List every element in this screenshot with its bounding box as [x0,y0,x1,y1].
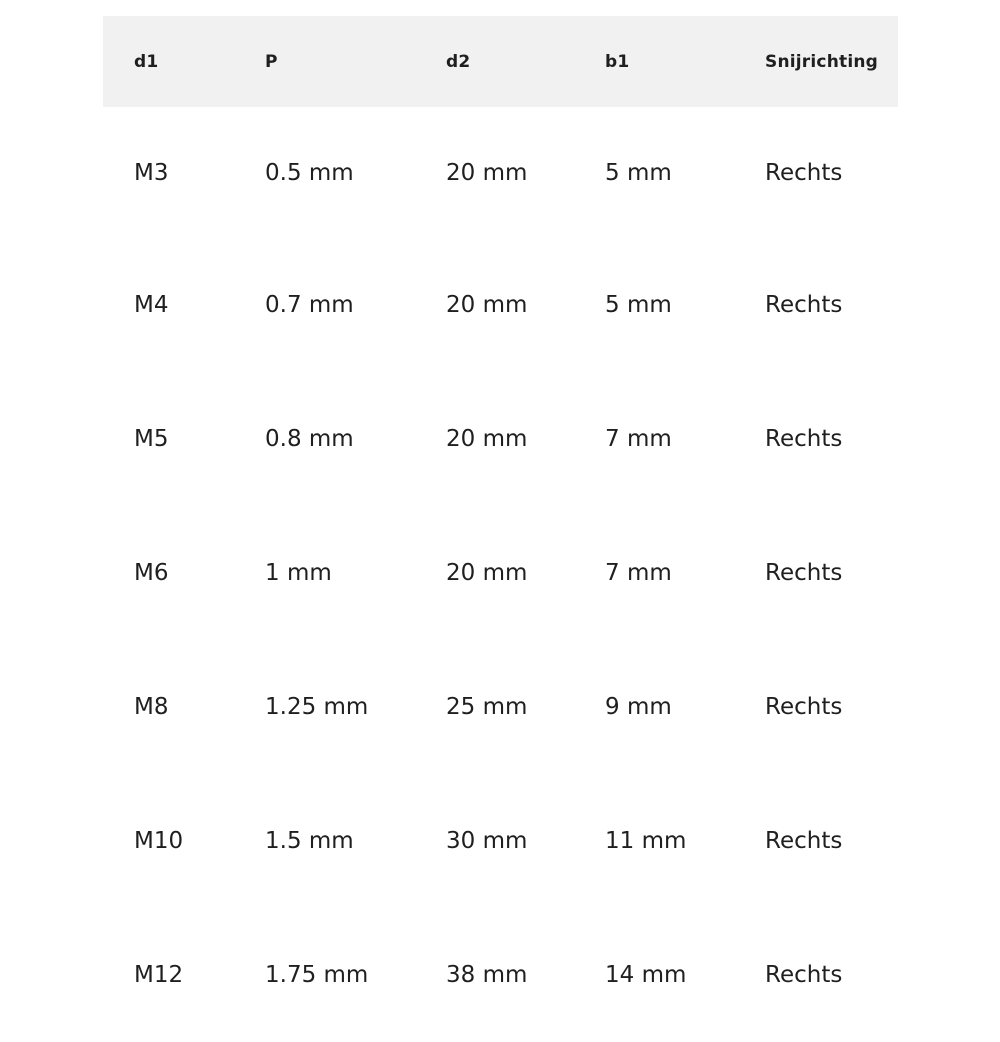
cell-snijrichting: Rechts [765,560,843,586]
cell-d2: 20 mm [446,292,528,318]
table-row [103,774,898,908]
cell-snijrichting: Rechts [765,962,843,988]
table-row [103,372,898,506]
cell-d1: M12 [134,962,184,988]
cell-b1: 11 mm [605,828,687,854]
header-d1: d1 [134,51,159,72]
cell-snijrichting: Rechts [765,159,843,186]
header-d2: d2 [446,51,471,72]
cell-p: 0.7 mm [265,292,354,318]
cell-b1: 5 mm [605,292,672,318]
table-row [103,238,898,372]
cell-b1: 9 mm [605,694,672,720]
cell-d1: M10 [134,828,184,854]
table-header [103,16,898,107]
cell-snijrichting: Rechts [765,694,843,720]
cell-d2: 30 mm [446,828,528,854]
cell-p: 1.5 mm [265,828,354,854]
header-snijrichting: Snijrichting [765,51,879,72]
cell-snijrichting: Rechts [765,426,843,452]
cell-d1: M5 [134,426,169,452]
header-p: P [265,51,278,72]
spec-table [103,16,898,1042]
header-row [103,16,898,107]
cell-p: 1 mm [265,560,332,586]
cell-d2: 25 mm [446,694,528,720]
cell-b1: 7 mm [605,426,672,452]
cell-d1: M4 [134,292,169,318]
cell-d2: 20 mm [446,159,528,186]
table-row [103,506,898,640]
table-row [103,107,898,238]
cell-p: 1.75 mm [265,962,369,988]
cell-b1: 5 mm [605,159,672,186]
table-body [103,107,898,1042]
cell-d1: M6 [134,560,169,586]
cell-d1: M8 [134,694,169,720]
cell-snijrichting: Rechts [765,828,843,854]
header-b1: b1 [605,51,630,72]
table-row [103,640,898,774]
table-row [103,908,898,1042]
cell-b1: 14 mm [605,962,687,988]
cell-b1: 7 mm [605,560,672,586]
cell-p: 0.8 mm [265,426,354,452]
cell-p: 0.5 mm [265,159,354,186]
cell-p: 1.25 mm [265,694,369,720]
cell-d2: 38 mm [446,962,528,988]
spec-table-container [103,16,898,1042]
cell-d1: M3 [134,159,169,186]
cell-d2: 20 mm [446,426,528,452]
cell-d2: 20 mm [446,560,528,586]
cell-snijrichting: Rechts [765,292,843,318]
